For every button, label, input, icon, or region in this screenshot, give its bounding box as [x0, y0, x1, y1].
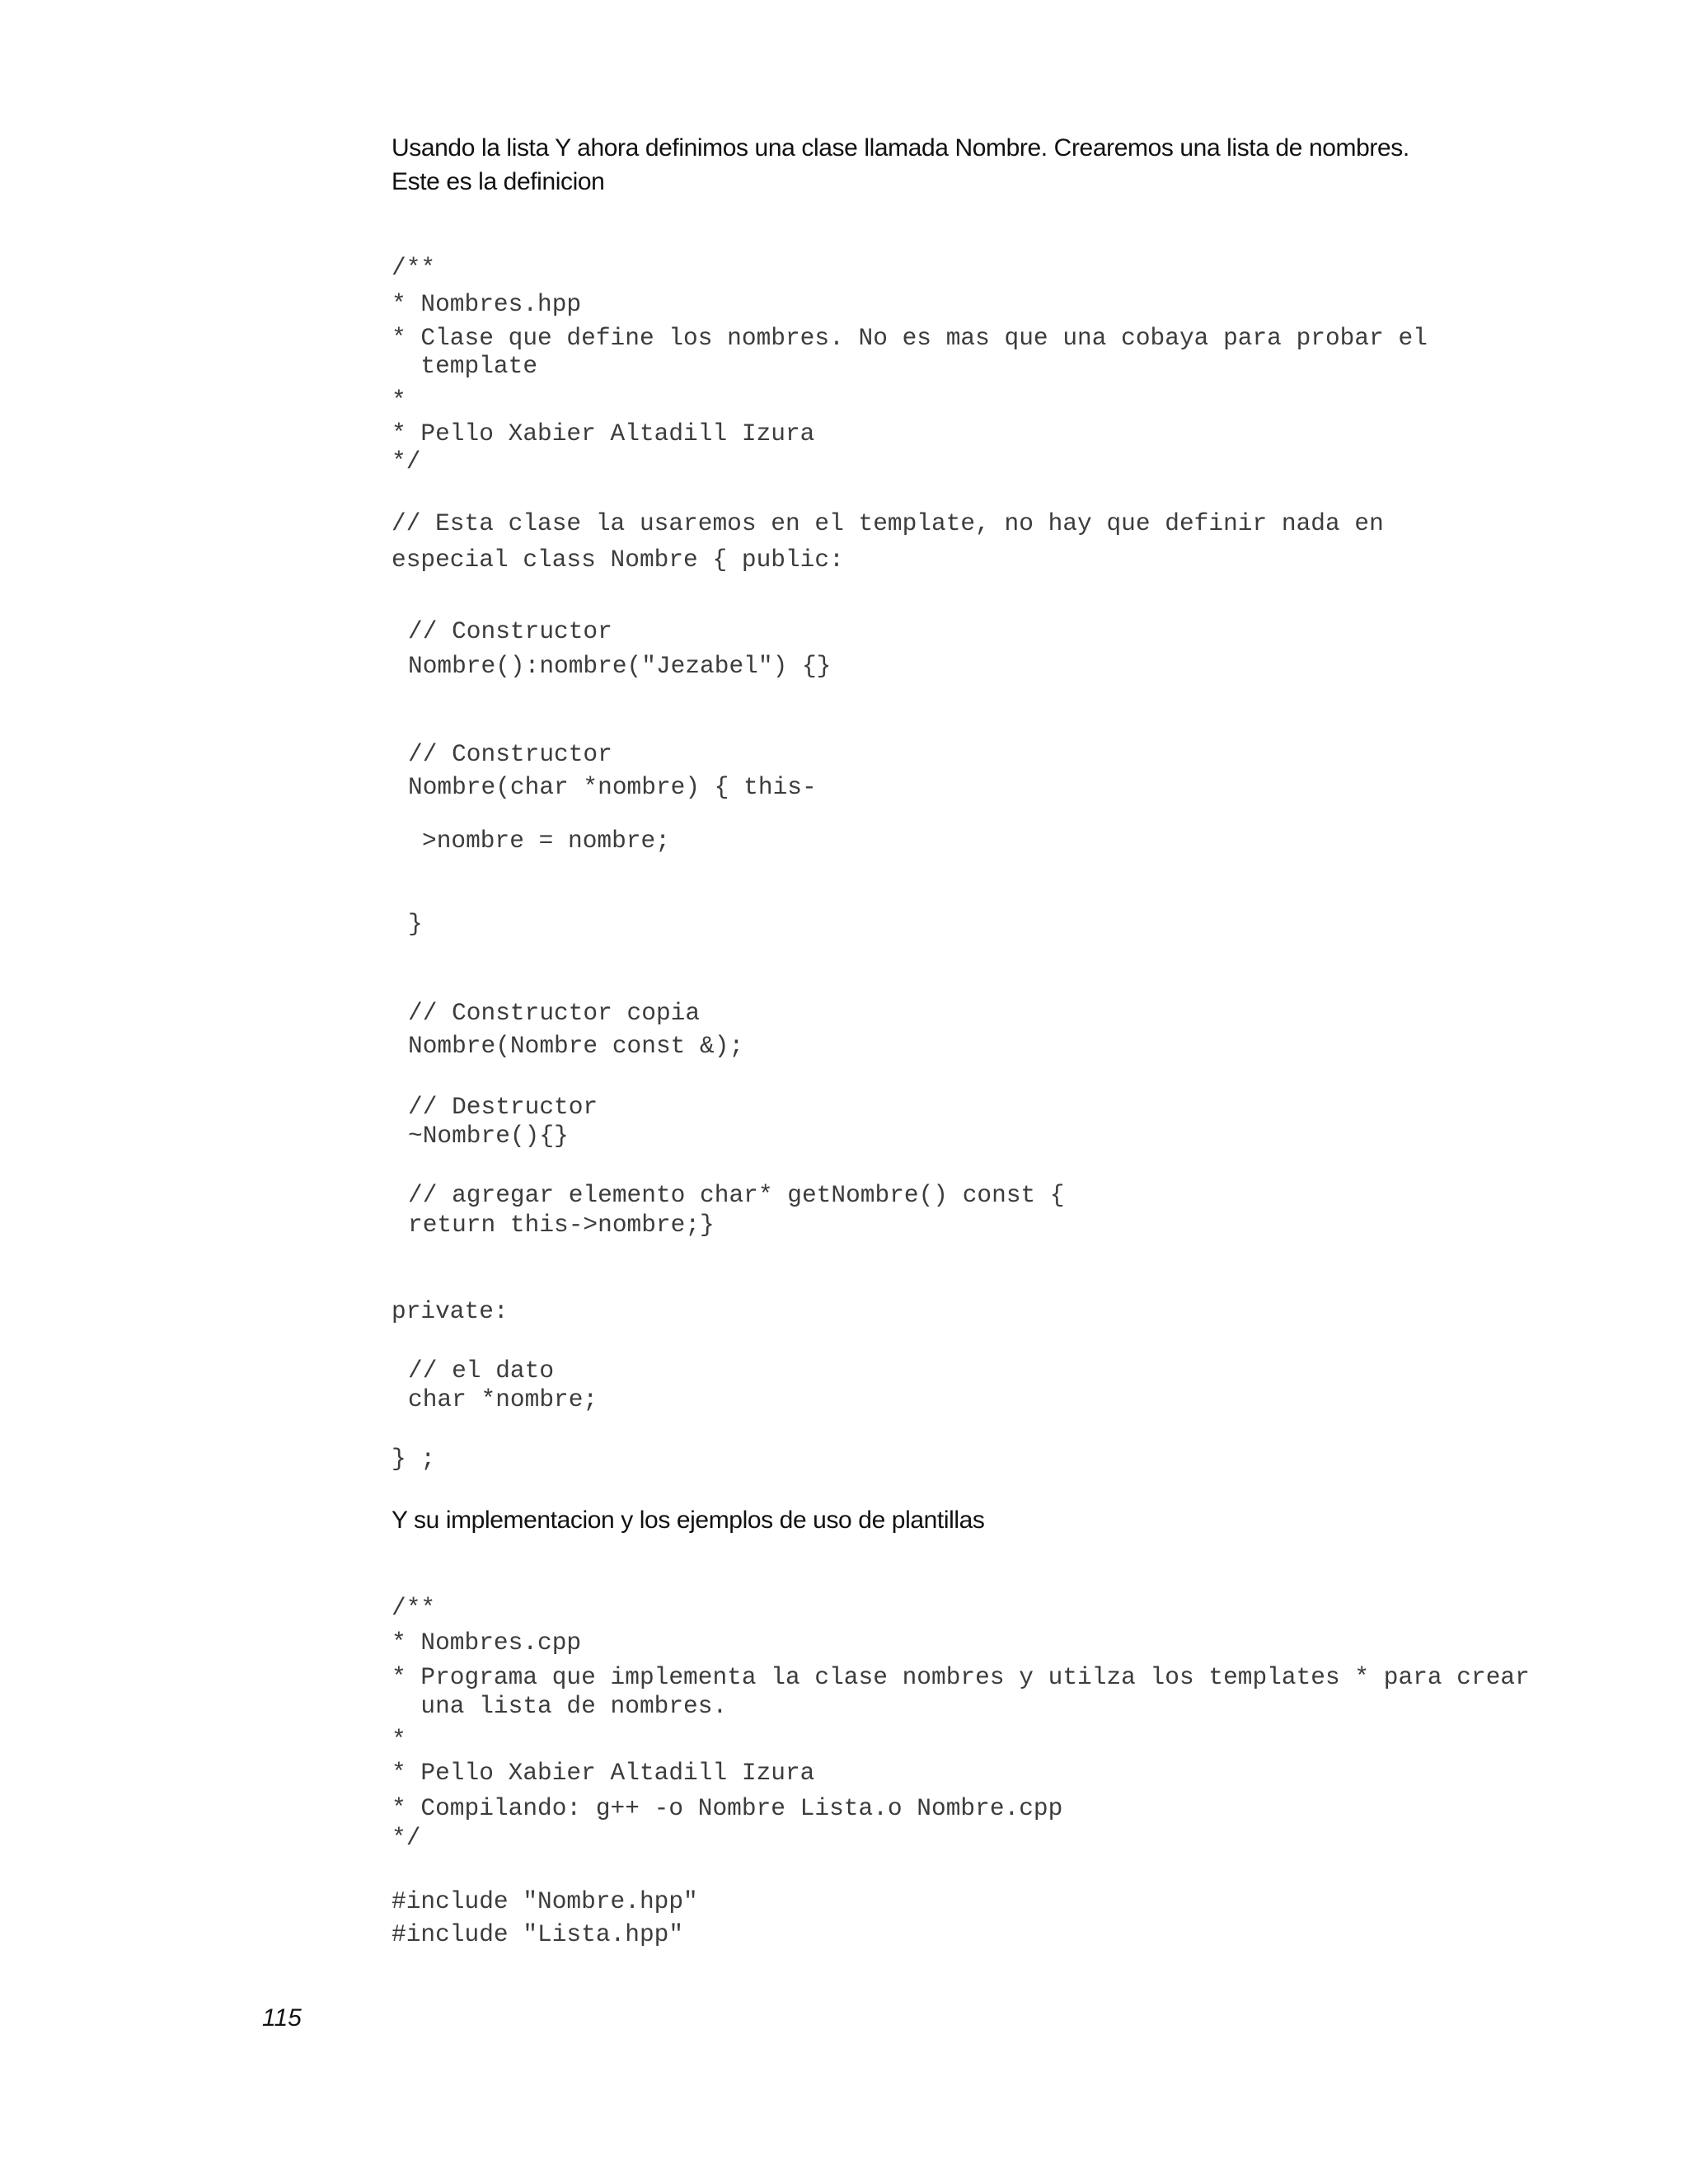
code-line: template	[392, 352, 538, 380]
code-line: *	[392, 387, 406, 415]
code-line: Nombre(Nombre const &);	[408, 1032, 744, 1060]
code-line: Nombre(char *nombre) { this-	[408, 773, 817, 801]
code-line: * Pello Xabier Altadill Izura	[392, 419, 815, 448]
code-line: ~Nombre(){}	[408, 1122, 569, 1150]
code-line: return this->nombre;}	[408, 1211, 715, 1239]
code-line: */	[392, 448, 421, 476]
code-line: * Programa que implementa la clase nombres y utilza los templates * para crear	[392, 1663, 1530, 1691]
code-line: // Constructor	[408, 617, 612, 645]
page-number: 115	[262, 2004, 302, 2032]
code-line: especial class Nombre { public:	[392, 546, 844, 574]
code-line: }	[408, 910, 423, 938]
code-line: /**	[392, 254, 436, 282]
code-line: >nombre = nombre;	[422, 827, 670, 855]
code-line: // Esta clase la usaremos en el template, no hay que definir nada en	[392, 509, 1384, 537]
code-line: #include "Nombre.hpp"	[392, 1887, 698, 1915]
code-line: // el dato	[408, 1357, 555, 1385]
code-line: * Nombres.hpp	[392, 290, 582, 318]
implementation-heading: Y su implementacion y los ejemplos de uso de plantillas	[392, 1507, 985, 1534]
code-line: /**	[392, 1594, 436, 1622]
intro-line-2: Este es la definicion	[392, 168, 605, 195]
code-line: private:	[392, 1297, 509, 1325]
code-line: */	[392, 1824, 421, 1852]
code-line: } ;	[392, 1445, 436, 1473]
code-line: *	[392, 1726, 406, 1754]
code-line: * Nombres.cpp	[392, 1629, 582, 1657]
code-line: * Compilando: g++ -o Nombre Lista.o Nombre.cpp	[392, 1794, 1063, 1822]
code-line: una lista de nombres.	[392, 1692, 728, 1720]
code-line: Nombre():nombre("Jezabel") {}	[408, 652, 832, 680]
intro-line-1: Usando la lista Y ahora definimos una clase llamada Nombre. Crearemos una lista de nombres.	[392, 134, 1409, 162]
code-line: // agregar elemento char* getNombre() const {	[408, 1181, 1065, 1209]
code-line: // Destructor	[408, 1093, 598, 1121]
code-line: #include "Lista.hpp"	[392, 1920, 684, 1948]
code-line: // Constructor	[408, 740, 612, 768]
code-line: // Constructor copia	[408, 999, 701, 1027]
code-line: * Pello Xabier Altadill Izura	[392, 1759, 815, 1787]
code-line: * Clase que define los nombres. No es mas que una cobaya para probar el	[392, 324, 1428, 352]
code-line: char *nombre;	[408, 1385, 598, 1413]
